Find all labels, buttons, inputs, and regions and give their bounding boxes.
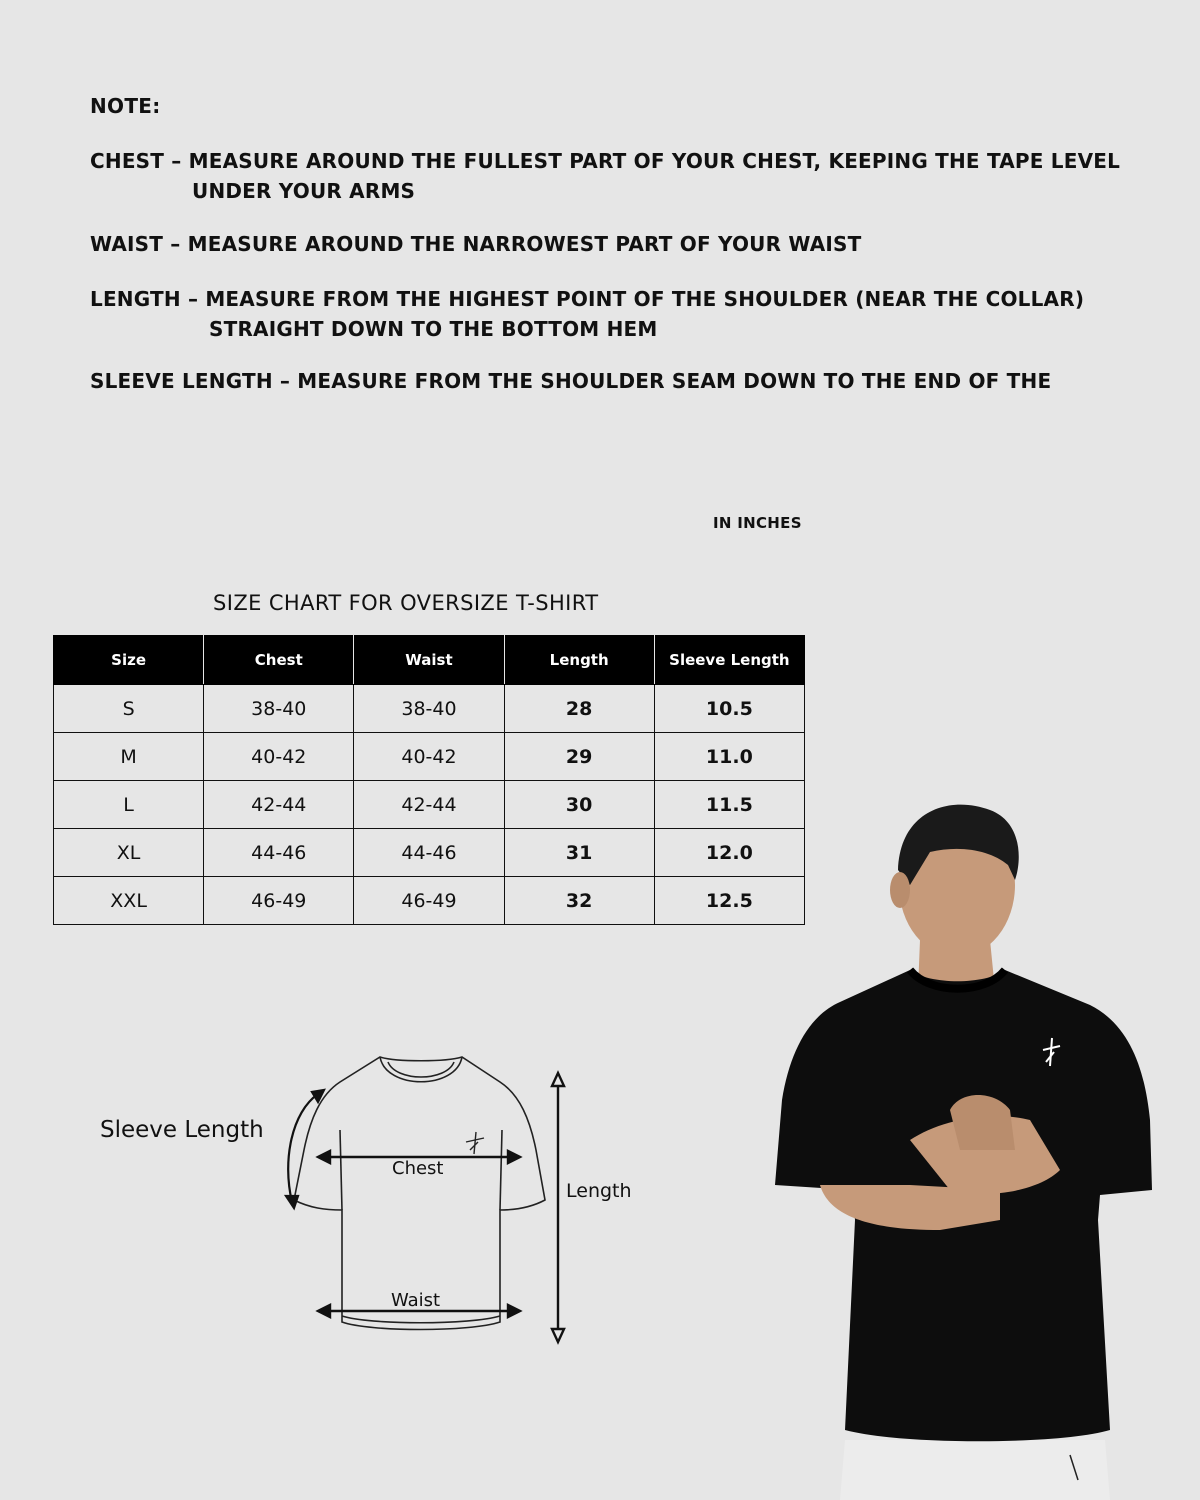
cell-chest: 38-40 [204, 685, 354, 733]
cell-sleeve-length: 12.5 [654, 877, 804, 925]
diagram-chest-label: Chest [392, 1158, 444, 1179]
cell-sleeve-length: 11.5 [654, 781, 804, 829]
note-sleeve-line1: SLEEVE LENGTH – MEASURE FROM THE SHOULDER SEAM DOWN TO THE END OF THE [90, 369, 1052, 393]
tshirt-diagram [0, 1040, 700, 1370]
cell-length: 29 [504, 733, 654, 781]
size-table [53, 635, 805, 925]
table-row [54, 829, 805, 877]
model-photo [760, 790, 1200, 1500]
cell-waist: 46-49 [354, 877, 504, 925]
cell-sleeve-length: 11.0 [654, 733, 804, 781]
cell-length: 32 [504, 877, 654, 925]
cell-chest: 42-44 [204, 781, 354, 829]
unit-note: IN INCHES [713, 514, 802, 532]
cell-chest: 46-49 [204, 877, 354, 925]
brand-logo-icon [466, 1132, 484, 1154]
table-row [54, 781, 805, 829]
table-row [54, 733, 805, 781]
note-chest-line1: CHEST – MEASURE AROUND THE FULLEST PART OF YOUR CHEST, KEEPING THE TAPE LEVEL [90, 149, 1121, 173]
cell-size: M [54, 733, 204, 781]
note-chest-line2: UNDER YOUR ARMS [192, 179, 416, 203]
table-row [54, 877, 805, 925]
cell-waist: 44-46 [354, 829, 504, 877]
cell-sleeve-length: 10.5 [654, 685, 804, 733]
table-header-row [54, 636, 805, 685]
header-chest: Chest [204, 636, 354, 685]
cell-waist: 42-44 [354, 781, 504, 829]
header-length: Length [504, 636, 654, 685]
diagram-waist-label: Waist [391, 1290, 441, 1311]
diagram-sleeve-label: Sleeve Length [100, 1117, 264, 1143]
cell-size: S [54, 685, 204, 733]
cell-length: 30 [504, 781, 654, 829]
cell-waist: 38-40 [354, 685, 504, 733]
cell-size: XXL [54, 877, 204, 925]
note-waist-line1: WAIST – MEASURE AROUND THE NARROWEST PART OF YOUR WAIST [90, 232, 862, 256]
cell-chest: 40-42 [204, 733, 354, 781]
header-sleeve-length: Sleeve Length [654, 636, 804, 685]
note-length-line1: LENGTH – MEASURE FROM THE HIGHEST POINT OF THE SHOULDER (NEAR THE COLLAR) [90, 287, 1085, 311]
chart-title: SIZE CHART FOR OVERSIZE T-SHIRT [213, 591, 599, 615]
diagram-length-label: Length [566, 1180, 632, 1202]
note-length-line2: STRAIGHT DOWN TO THE BOTTOM HEM [209, 317, 658, 341]
header-waist: Waist [354, 636, 504, 685]
note-heading: NOTE: [90, 94, 161, 118]
cell-size: L [54, 781, 204, 829]
cell-waist: 40-42 [354, 733, 504, 781]
header-size: Size [54, 636, 204, 685]
cell-length: 31 [504, 829, 654, 877]
cell-sleeve-length: 12.0 [654, 829, 804, 877]
cell-chest: 44-46 [204, 829, 354, 877]
cell-length: 28 [504, 685, 654, 733]
tshirt-outline-icon [294, 1057, 545, 1330]
length-arrow-icon [552, 1073, 564, 1342]
table-row [54, 685, 805, 733]
cell-size: XL [54, 829, 204, 877]
